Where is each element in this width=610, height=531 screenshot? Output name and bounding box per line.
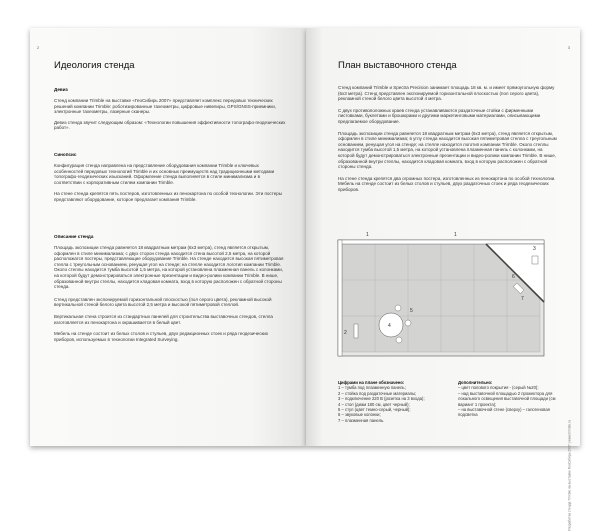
legend-item: 7 – плазменная панель.: [338, 417, 385, 423]
description-paragraph-1: Площадь экспозиции стенда равняется 18 квадратным метрам (6х3 метра), стенд является открытым, оформлен в стиле минимализма; с двух сторон стенда находится стена высотой 2,5 метра, на которой расположатся постеры, представляющие оборудование Trimble. На стенде находится высокая пятиметровая стелла с треугольным основанием, ренущая угол на стенде; на стелле находится логотип компании Trimble. Около стеллы находится тумба высотой 1,5 метра, на которой установлена плазменная панель с колонками, на которой будут демонстрироваться электронные презентации и видео-ролики компании Trimble. В нише, образованной внутри стеллы, находится кладовая комната, вход в которую расположен с обратной стороны стенда.: [54, 245, 284, 290]
plan-paragraph-4: На стене стенда крепятся два огромных постера, изготовленных из пенокартона по особой технологии. Мебель на стенде состоит из белых столов и стульев, двух раздаточных стоек и ряда геодезических приборов.: [338, 175, 556, 192]
plan-label: 1: [366, 232, 369, 238]
plan-paragraph-2: С двух противоположных краев стенда устанавливаются раздаточные стойки с фирменными листовками, буклетами и брошюрами и другими маркетинговыми материалами, описывающими предлагаемое оборудование.: [338, 107, 541, 124]
legend-item: 6 – звуковые колонки;: [338, 412, 381, 418]
page-title-left: Идеология стенда: [54, 60, 135, 71]
plan-chair: [405, 320, 411, 326]
plan-label: 2: [344, 330, 347, 336]
plan-side-wall: [338, 240, 342, 356]
description-heading: Описание стенда: [54, 234, 94, 239]
plan-label: 5: [410, 308, 413, 314]
legend-item: 5 – стул (цвет темно-серый, черный);: [338, 407, 411, 413]
plan-speaker: [532, 256, 538, 264]
extra-item: – над выставочной площадью 2 прожектора для локального освещения выставочной площади (см вариант 1 проекта);: [458, 390, 556, 407]
plan-label: 4: [388, 323, 391, 329]
plan-text: [338, 85, 560, 193]
synopsis-text: [54, 163, 286, 203]
synopsis-paragraph-2: На стене стенда крепятся пять постеров, изготовленных из пенокартона по особой технологии. Эти постеры представляют оборудование, которое предлагает компания Trimble.: [54, 191, 282, 202]
page-title-right: План выставочного стенда: [338, 60, 457, 71]
legend-item: 2 – стойка под раздаточные материалы;: [338, 390, 417, 396]
legend-item: 1 – тумба под плазменную панель;: [338, 385, 406, 391]
motto-paragraph-2: Девиз стенда звучит следующим образом: «Технологии повышения эффективности топографо-геодезических работ».: [54, 119, 286, 131]
description-text: [54, 245, 286, 342]
plan-label: 7: [521, 296, 524, 302]
plan-chair: [395, 305, 401, 311]
plan-legend: [338, 380, 450, 423]
plan-paragraph-1: Стенд компаний Trimble и Spectra Precision занимает площадь 18 кв. м. и имеет прямоугольную форму (6х3 метра). Стенд представлен экспонируемой горизонтальной плоскостью (пол серого цвета), рекламной стеной белого цвета высотой 4 метра.: [338, 85, 555, 102]
plan-extra: [458, 380, 562, 418]
description-paragraph-2: Стенд представлен экспонируемой горизонтальной плоскостью (пол серого цвета), рекламной высокой вертикальной стеной белого цвета высотой 2,5 метра и высокой пятиметровой стеллой.: [54, 296, 272, 308]
left-page: [30, 28, 306, 446]
description-paragraph-3: Вертикальная стена строится из стандартных панелей для строительства выставочных стендов, стелла изготовляется из пенокартона и окрашивается в белый цвет.: [54, 313, 273, 325]
right-page: [306, 28, 580, 531]
plan-back-wall: [338, 240, 544, 244]
plan-stand: [354, 324, 358, 338]
book-spread: [30, 28, 580, 531]
motto-paragraph-1: Стенд компании Trimble на выставке «ГеоСибирь 2007» представляет комплекс передовых технических решений компании Trimble: роботизированные тахеометры, цифровые нивелиры, GPS/GNSS-приемники, электронные тахеометры, лазерные сканеры.: [54, 98, 276, 115]
side-caption: Разработка стенда Trimble на выставке ГеоСибирь 2007 | www.trimble.ru: [568, 420, 572, 531]
extra-item: – цвет полового покрытия - (серый №20);: [458, 385, 539, 391]
plan-label: 3: [533, 246, 536, 252]
page-number-left: 2: [37, 45, 40, 50]
motto-heading: Девиз: [54, 87, 68, 92]
synopsis-heading: Синопсис: [54, 152, 77, 157]
extra-item: – на выставочной стене (сверху) – галогеновая подсветка: [458, 407, 550, 418]
legend-item: 3 – подключение 220 В (розетка на 3 входа);: [338, 396, 425, 402]
motto-text: [54, 98, 286, 131]
extra-heading: Дополнительно:: [458, 380, 493, 385]
plan-label: 6: [512, 274, 515, 280]
legend-heading: Цифрами на плане обозначено:: [338, 380, 405, 385]
plan-chair: [396, 337, 402, 343]
synopsis-paragraph-1: Конфигурация стенда направлена на представление оборудования компании Trimble и ключевых особенностей передовых технологий Trimble и их основных преимуществ над традиционными методами топографо-геодезических изысканий. Оформление стенда выполняется в стиле минимализма и в соответствии с корпоративным стилем компании Trimble.: [54, 163, 275, 185]
plan-paragraph-3: Площадь экспозиции стенда равняется 18 квадратным метрам (6х3 метра), стенд является открытым, оформлен в стиле минимализма; в углу стенда находится высокая пятиметровая стелла с треугольным основанием, ренущая угол на стенде; на стелле находится логотип компании Trimble. Около стеллы находится тумба высотой 1,5 метра, на которой установлена плазменная панель с колонками, на которой будут демонстрироваться электронные презентации и видео-ролики компании Trimble. В нише, образованной внутри стеллы, находится кладовая комната, вход в которую расположен с обратной стороны стенда.: [338, 130, 557, 170]
floor-plan: [336, 226, 558, 366]
plan-label: 1: [454, 232, 457, 238]
legend-item: 4 – стол (диам 180 см, цвет черный);: [338, 401, 410, 407]
plan-table: [379, 313, 403, 337]
description-paragraph-4: Мебель на стенде состоит из белых столов и стульев, двух редакционных стоек и ряда геодезических приборов, используемых в технологии Integrated Surveying.: [54, 331, 269, 342]
page-number-right: 3: [567, 45, 570, 50]
